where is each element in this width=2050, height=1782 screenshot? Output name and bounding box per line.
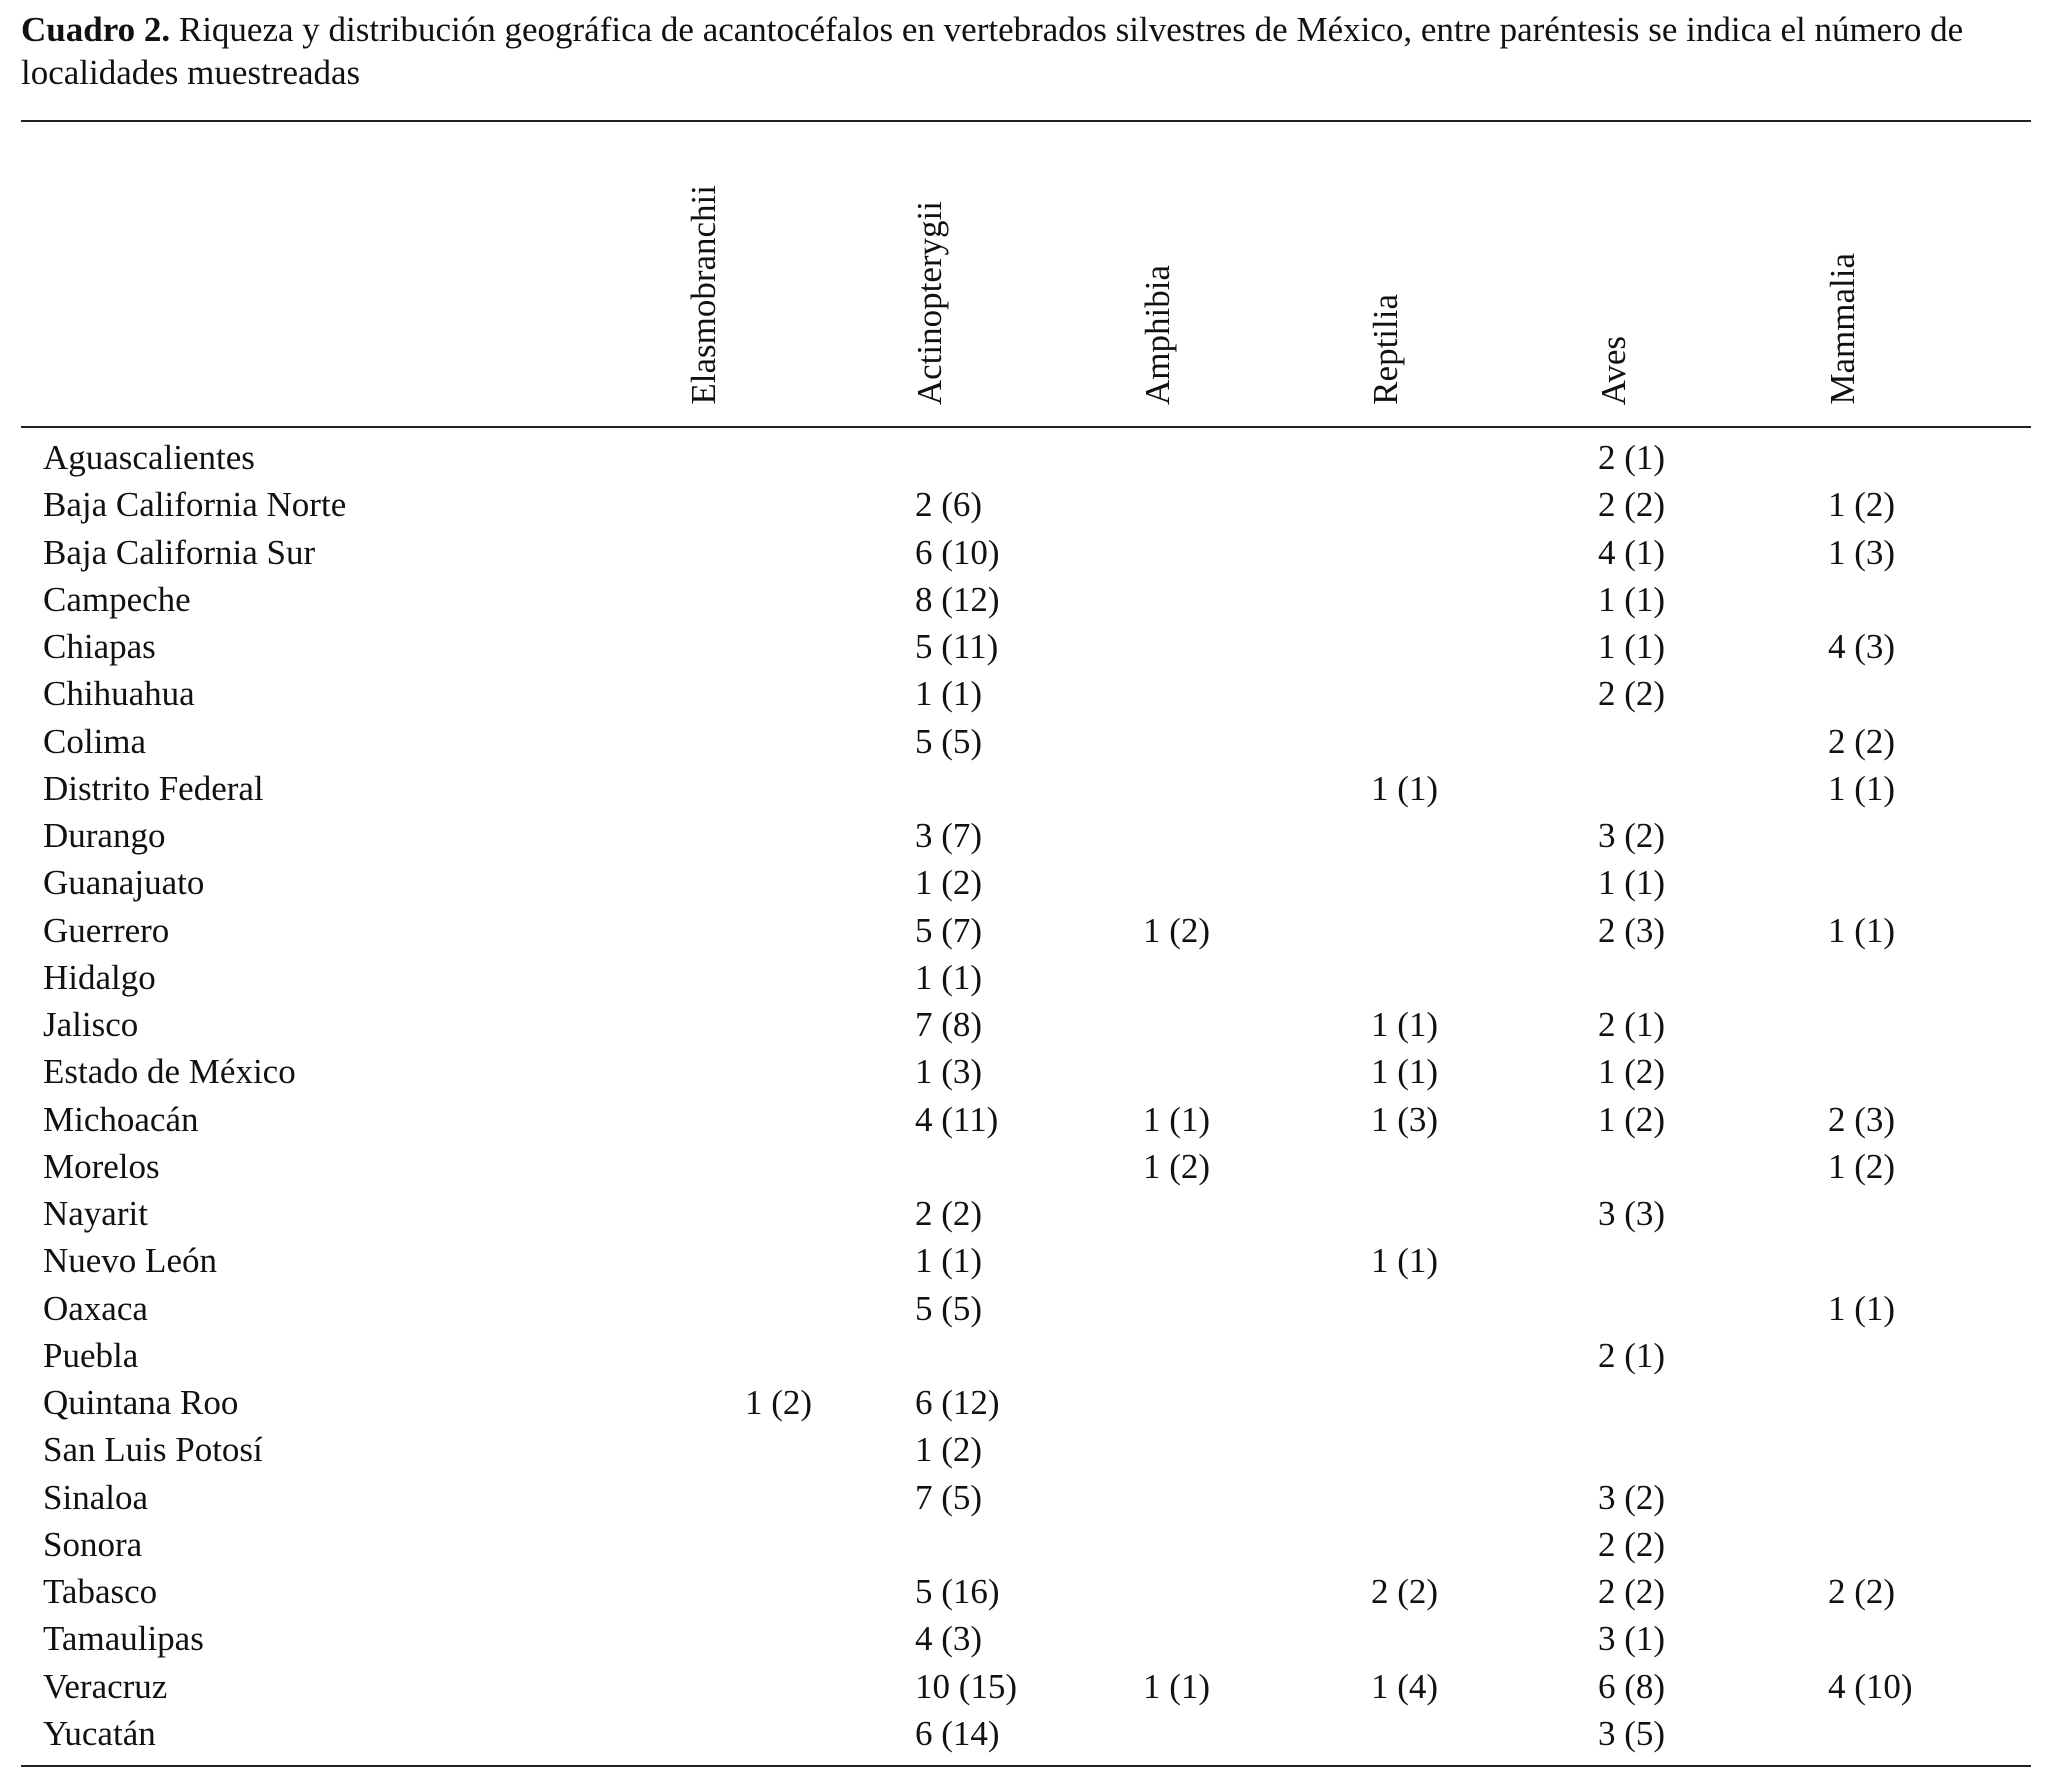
table-row bbox=[0, 1521, 2050, 1568]
table-cell: 1 (1) bbox=[1598, 579, 1666, 619]
state-name: Sinaloa bbox=[43, 1477, 148, 1517]
table-cell: 10 (15) bbox=[915, 1666, 1018, 1706]
state-name: Oaxaca bbox=[43, 1288, 148, 1328]
table-cell: 5 (7) bbox=[915, 910, 983, 950]
table-cell: 2 (2) bbox=[1828, 721, 1896, 761]
table-cell: 1 (1) bbox=[915, 1241, 983, 1281]
table-row bbox=[0, 529, 2050, 576]
table-row bbox=[0, 481, 2050, 528]
bottom-rule bbox=[21, 1765, 2031, 1767]
table-cell: 1 (4) bbox=[1371, 1666, 1439, 1706]
table-row bbox=[0, 1474, 2050, 1521]
table-cell: 6 (10) bbox=[915, 532, 1000, 572]
table-row bbox=[0, 1237, 2050, 1284]
table-cell: 1 (2) bbox=[745, 1383, 813, 1422]
table-row bbox=[0, 1379, 2050, 1426]
state-name: Chiapas bbox=[43, 627, 156, 666]
table-cell: 1 (1) bbox=[915, 957, 983, 997]
table-cell: 3 (2) bbox=[1598, 816, 1666, 855]
table-row bbox=[0, 1143, 2050, 1190]
table-row bbox=[0, 1096, 2050, 1143]
table-row bbox=[0, 907, 2050, 954]
table-row bbox=[0, 765, 2050, 812]
table-row bbox=[0, 812, 2050, 859]
table-cell: 2 (2) bbox=[1598, 674, 1666, 714]
table-cell: 2 (2) bbox=[1828, 1572, 1896, 1611]
table-cell: 2 (2) bbox=[1598, 485, 1666, 525]
table-cell: 6 (14) bbox=[915, 1713, 1000, 1753]
table-cell: 7 (8) bbox=[915, 1005, 983, 1044]
table-cell: 3 (5) bbox=[1598, 1713, 1666, 1753]
header-rule bbox=[21, 426, 2031, 428]
table-cell: 1 (2) bbox=[1143, 910, 1211, 950]
table-cell: 1 (3) bbox=[915, 1052, 983, 1092]
table-cell: 5 (5) bbox=[915, 1288, 983, 1328]
table-row bbox=[0, 1285, 2050, 1332]
table-cell: 1 (1) bbox=[1828, 1288, 1896, 1328]
state-name: Nayarit bbox=[43, 1194, 148, 1233]
state-name: Estado de México bbox=[43, 1052, 296, 1092]
state-name: Tamaulipas bbox=[43, 1619, 204, 1659]
table-row bbox=[0, 576, 2050, 623]
table-cell: 1 (2) bbox=[915, 863, 983, 903]
table-cell: 1 (1) bbox=[915, 674, 983, 714]
table-cell: 1 (1) bbox=[1598, 863, 1666, 903]
state-name: Michoacán bbox=[43, 1099, 199, 1139]
table-cell: 2 (1) bbox=[1598, 1005, 1666, 1044]
table-row bbox=[0, 1568, 2050, 1615]
table-cell: 2 (2) bbox=[1371, 1572, 1439, 1611]
table-cell: 1 (1) bbox=[1143, 1099, 1211, 1139]
table-cell: 2 (3) bbox=[1828, 1099, 1896, 1139]
table-cell: 1 (3) bbox=[1371, 1099, 1439, 1139]
table-cell: 4 (3) bbox=[915, 1619, 983, 1659]
table-cell: 1 (2) bbox=[915, 1430, 983, 1470]
table-cell: 1 (1) bbox=[1828, 910, 1896, 950]
table-cell: 1 (1) bbox=[1828, 768, 1896, 808]
state-name: Baja California Norte bbox=[43, 485, 347, 525]
table-cell: 2 (2) bbox=[1598, 1572, 1666, 1611]
table-cell: 1 (1) bbox=[1143, 1666, 1211, 1706]
state-name: Aguascalientes bbox=[43, 438, 255, 477]
caption-label: Cuadro 2. bbox=[21, 10, 171, 49]
caption-text: Riqueza y distribución geográfica de acantocéfalos en vertebrados silvestres de México, entre paréntesis se indica el número de localidades muestreadas bbox=[21, 10, 1964, 92]
table-row bbox=[0, 1615, 2050, 1662]
state-name: Colima bbox=[43, 721, 147, 761]
table-row bbox=[0, 1426, 2050, 1473]
table-cell: 2 (2) bbox=[1598, 1524, 1666, 1564]
table-cell: 2 (6) bbox=[915, 485, 983, 525]
state-name: Quintana Roo bbox=[43, 1383, 239, 1422]
table-row bbox=[0, 1001, 2050, 1048]
table-row bbox=[0, 434, 2050, 481]
table-row bbox=[0, 1048, 2050, 1095]
state-name: Veracruz bbox=[43, 1666, 168, 1706]
table-cell: 1 (1) bbox=[1371, 1052, 1439, 1092]
table-cell: 1 (1) bbox=[1598, 627, 1666, 666]
table-cell: 3 (1) bbox=[1598, 1619, 1666, 1659]
col-header-elasmobranchii: Elasmobranchii bbox=[684, 185, 723, 405]
table-cell: 2 (1) bbox=[1598, 438, 1666, 477]
table-cell: 4 (1) bbox=[1598, 532, 1666, 572]
table-cell: 6 (12) bbox=[915, 1383, 1000, 1422]
table-cell: 3 (3) bbox=[1598, 1194, 1666, 1233]
table-cell: 4 (10) bbox=[1828, 1666, 1913, 1706]
table-cell: 5 (5) bbox=[915, 721, 983, 761]
table-cell: 5 (11) bbox=[915, 627, 999, 666]
table-cell: 1 (2) bbox=[1598, 1052, 1666, 1092]
table-cell: 7 (5) bbox=[915, 1477, 983, 1517]
state-name: Chihuahua bbox=[43, 674, 195, 714]
state-name: Durango bbox=[43, 816, 166, 855]
table-cell: 1 (2) bbox=[1598, 1099, 1666, 1139]
table-row bbox=[0, 1710, 2050, 1757]
table-cell: 1 (2) bbox=[1828, 485, 1896, 525]
state-name: Guanajuato bbox=[43, 863, 205, 903]
state-name: Morelos bbox=[43, 1146, 160, 1186]
table-cell: 5 (16) bbox=[915, 1572, 1000, 1611]
state-name: Sonora bbox=[43, 1524, 143, 1564]
table-caption bbox=[21, 8, 2031, 94]
state-name: Baja California Sur bbox=[43, 532, 316, 572]
table-cell: 2 (1) bbox=[1598, 1335, 1666, 1375]
table-row bbox=[0, 718, 2050, 765]
state-name: Campeche bbox=[43, 579, 191, 619]
table-row bbox=[0, 1332, 2050, 1379]
table-cell: 1 (1) bbox=[1371, 1241, 1439, 1281]
state-name: Hidalgo bbox=[43, 957, 156, 997]
state-name: Tabasco bbox=[43, 1572, 158, 1611]
col-header-aves: Aves bbox=[1594, 335, 1633, 405]
table-row bbox=[0, 1190, 2050, 1237]
table-cell: 1 (2) bbox=[1828, 1146, 1896, 1186]
state-name: Puebla bbox=[43, 1335, 139, 1375]
state-name: Guerrero bbox=[43, 910, 170, 950]
table-cell: 8 (12) bbox=[915, 579, 1000, 619]
table-row bbox=[0, 670, 2050, 717]
table-row bbox=[0, 859, 2050, 906]
table-cell: 1 (3) bbox=[1828, 532, 1896, 572]
col-header-amphibia: Amphibia bbox=[1138, 265, 1177, 405]
state-name: Nuevo León bbox=[43, 1241, 217, 1281]
top-rule bbox=[21, 120, 2031, 122]
table-cell: 1 (1) bbox=[1371, 768, 1439, 808]
table-row bbox=[0, 1663, 2050, 1710]
table-cell: 3 (2) bbox=[1598, 1477, 1666, 1517]
table-cell: 2 (3) bbox=[1598, 910, 1666, 950]
state-name: San Luis Potosí bbox=[43, 1430, 263, 1470]
table-cell: 4 (11) bbox=[915, 1099, 999, 1139]
state-name: Distrito Federal bbox=[43, 768, 264, 808]
table-cell: 2 (2) bbox=[915, 1194, 983, 1233]
table-cell: 4 (3) bbox=[1828, 627, 1896, 666]
col-header-mammalia: Mammalia bbox=[1823, 253, 1862, 405]
state-name: Yucatán bbox=[43, 1713, 156, 1753]
table-row bbox=[0, 954, 2050, 1001]
col-header-actinopterygii: Actinopterygii bbox=[910, 200, 949, 405]
table-cell: 1 (2) bbox=[1143, 1146, 1211, 1186]
col-header-reptilia: Reptilia bbox=[1366, 294, 1405, 405]
table-cell: 1 (1) bbox=[1371, 1005, 1439, 1044]
table-cell: 3 (7) bbox=[915, 816, 983, 855]
table-cell: 6 (8) bbox=[1598, 1666, 1666, 1706]
state-name: Jalisco bbox=[43, 1005, 139, 1044]
table-row bbox=[0, 623, 2050, 670]
